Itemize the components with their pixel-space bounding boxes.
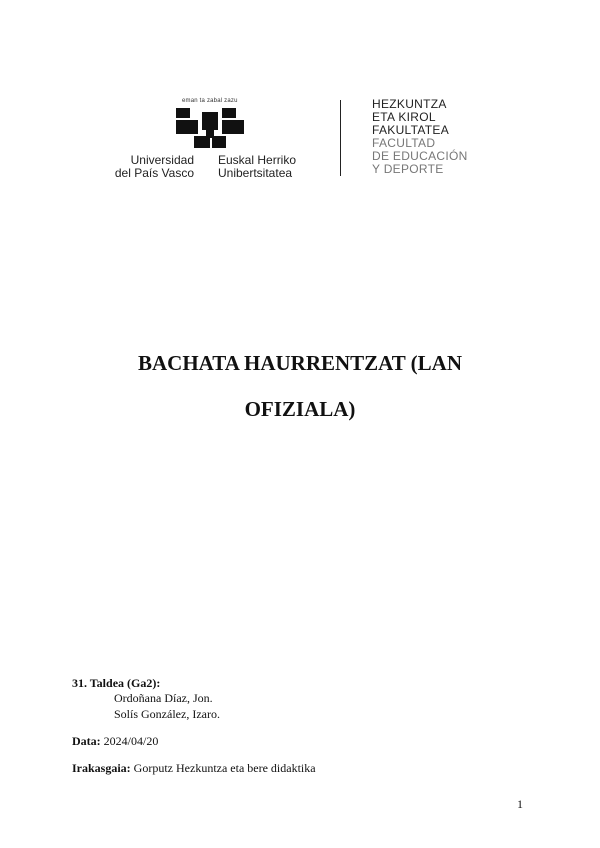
faculty-eu-line-1: HEZKUNTZA bbox=[372, 97, 447, 111]
subject-value: Gorputz Hezkuntza eta bere didaktika bbox=[133, 761, 316, 775]
faculty-es-line-1: FACULTAD bbox=[372, 136, 436, 150]
university-eu-line-1: Euskal Herriko bbox=[218, 153, 297, 167]
header-divider bbox=[340, 100, 341, 176]
date-label: Data: bbox=[72, 734, 101, 748]
group-label-text: 31. Taldea (Ga2): bbox=[72, 676, 161, 690]
university-name-es bbox=[104, 154, 194, 180]
title-line-2: OFIZIALA) bbox=[244, 397, 356, 421]
university-eu-line-2: Unibertsitatea bbox=[218, 166, 293, 180]
date-value: 2024/04/20 bbox=[103, 734, 159, 748]
group-member-2: Solís González, Izaro. bbox=[114, 707, 220, 721]
date-line bbox=[72, 734, 158, 749]
page-number: 1 bbox=[517, 797, 523, 811]
subject-line bbox=[72, 761, 316, 776]
university-es-line-1: Universidad bbox=[130, 153, 194, 167]
faculty-es-line-3: Y DEPORTE bbox=[372, 162, 444, 176]
faculty-name bbox=[372, 98, 468, 176]
university-logo-icon bbox=[176, 106, 244, 150]
group-member-1: Ordoñana Díaz, Jon. bbox=[114, 691, 213, 705]
university-name-eu bbox=[218, 154, 318, 180]
document-title bbox=[60, 340, 540, 432]
faculty-es-line-2: DE EDUCACIÓN bbox=[372, 149, 468, 163]
document-header bbox=[0, 0, 600, 200]
logo-tagline: eman ta zabal zazu bbox=[182, 98, 238, 104]
group-label bbox=[72, 676, 160, 691]
title-line-1: BACHATA HAURRENTZAT (LAN bbox=[138, 351, 462, 375]
university-es-line-2: del País Vasco bbox=[114, 166, 194, 180]
faculty-eu-line-3: FAKULTATEA bbox=[372, 123, 450, 137]
subject-label: Irakasgaia: bbox=[72, 761, 131, 775]
faculty-eu-line-2: ETA KIROL bbox=[372, 110, 436, 124]
